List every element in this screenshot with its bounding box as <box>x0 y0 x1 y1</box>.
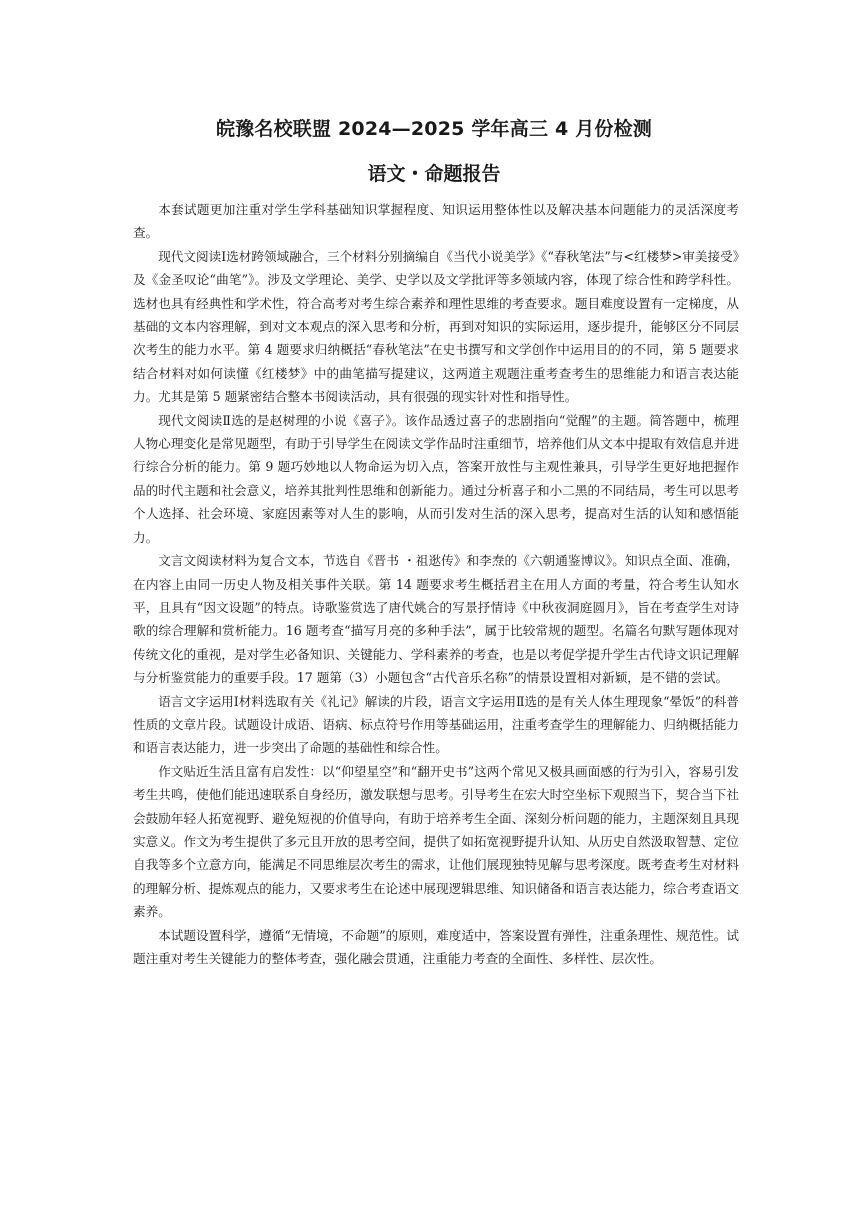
paragraph-summary: 本试题设置科学，遵循“无情境，不命题”的原则，难度适中，答案设置有弹性，注重条理性、规范性。试题注重对考生关键能力的整体考查，强化融会贯通，注重能力考查的全面性、多样性、层次性。 <box>133 927 739 966</box>
paragraph-intro: 本套试题更加注重对学生学科基础知识掌握程度、知识运用整体性以及解决基本问题能力的灵活深度考查。 <box>133 202 739 241</box>
document-body <box>133 198 739 970</box>
paragraph-language-use: 语言文字运用Ⅰ材料选取有关《礼记》解读的片段，语言文字运用Ⅱ选的是有关人体生理现象“晕饭”的科普性质的文章片段。试题设计成语、语病、标点符号作用等基础运用，注重考查学生的理解能力、归纳概括能力和语言表达能力，进一步突出了命题的基础性和综合性。 <box>133 693 739 756</box>
paragraph-classical-chinese: 文言文阅读材料为复合文本，节选自《晋书 ・祖逖传》和李焘的《六朝通鉴博议》。知识点全面、准确，在内容上由同一历史人物及相关事件关联。第 14 题要求考生概括君主在用人方面的考量，符合考生认知水平，且具有“因文设题”的特点。诗歌鉴赏选了唐代姚合的写景抒情诗《中秋夜洞庭圆月》，旨在考查学生对诗歌的综合理解和赏析能力。16 题考查“描写月亮的多种手法”，属于比较常规的题型。名篇名句默写题体现对传统文化的重视，是对学生必备知识、关键能力、学科素养的考查，也是以考促学提升学生古代诗文识记理解与分析鉴赏能力的重要手段。17 题第（3）小题包含“古代音乐名称”的情景设置相对新颖，是不错的尝试。 <box>133 553 739 686</box>
paragraph-modern-reading-2: 现代文阅读Ⅱ选的是赵树理的小说《喜子》。该作品透过喜子的悲剧指向“觉醒”的主题。简答题中，梳理人物心理变化是常见题型，有助于引导学生在阅读文学作品时注重细节，培养他们从文本中提取有效信息并进行综合分析的能力。第 9 题巧妙地以人物命运为切入点，答案开放性与主观性兼具，引导学生更好地把握作品的时代主题和社会意义，培养其批判性思维和创新能力。通过分析喜子和小二黑的不同结局，考生可以思考个人选择、社会环境、家庭因素等对人生的影响，从而引发对生活的深入思考，提高对生活的认知和感悟能力。 <box>133 412 739 545</box>
paragraph-modern-reading-1: 现代文阅读Ⅰ选材跨领域融合，三个材料分别摘编自《当代小说美学》《“春秋笔法”与<红楼梦>审美接受》及《金圣叹论“曲笔”》。涉及文学理论、美学、史学以及文学批评等多领域内容，体现了综合性和跨学科性。选材也具有经典性和学术性，符合高考对考生综合素养和理性思维的考查要求。题目难度设置有一定梯度，从基础的文本内容理解，到对文本观点的深入思考和分析，再到对知识的实际运用，逐步提升，能够区分不同层次考生的能力水平。第 4 题要求归纳概括“春秋笔法”在史书撰写和文学创作中运用目的的不同，第 5 题要求结合材料对如何读懂《红楼梦》中的曲笔描写提建议，这两道主观题注重考查考生的思维能力和语言表达能力。尤其是第 5 题紧密结合整本书阅读活动，具有很强的现实针对性和指导性。 <box>133 248 739 405</box>
document-subtitle: 语文・命题报告 <box>367 163 501 185</box>
document-title: 皖豫名校联盟 2024—2025 学年高三 4 月份检测 <box>215 118 653 140</box>
paragraph-composition: 作文贴近生活且富有启发性：以“仰望星空”和“翻开史书”这两个常见又极具画面感的行为引入，容易引发考生共鸣，使他们能迅速联系自身经历，激发联想与思考。引导考生在宏大时空坐标下观照当下，契合当下社会鼓励年轻人拓宽视野、避免短视的价值导向，有助于培养考生全面、深刻分析问题的能力，主题深刻且具现实意义。作文为考生提供了多元且开放的思考空间，提供了如拓宽视野提升认知、从历史自然汲取智慧、定位自我等多个立意方向，能满足不同思维层次考生的需求，让他们展现独特见解与思考深度。既考查考生对材料的理解分析、提炼观点的能力，又要求考生在论述中展现逻辑思维、知识储备和语言表达能力，综合考查语文素养。 <box>133 763 739 920</box>
